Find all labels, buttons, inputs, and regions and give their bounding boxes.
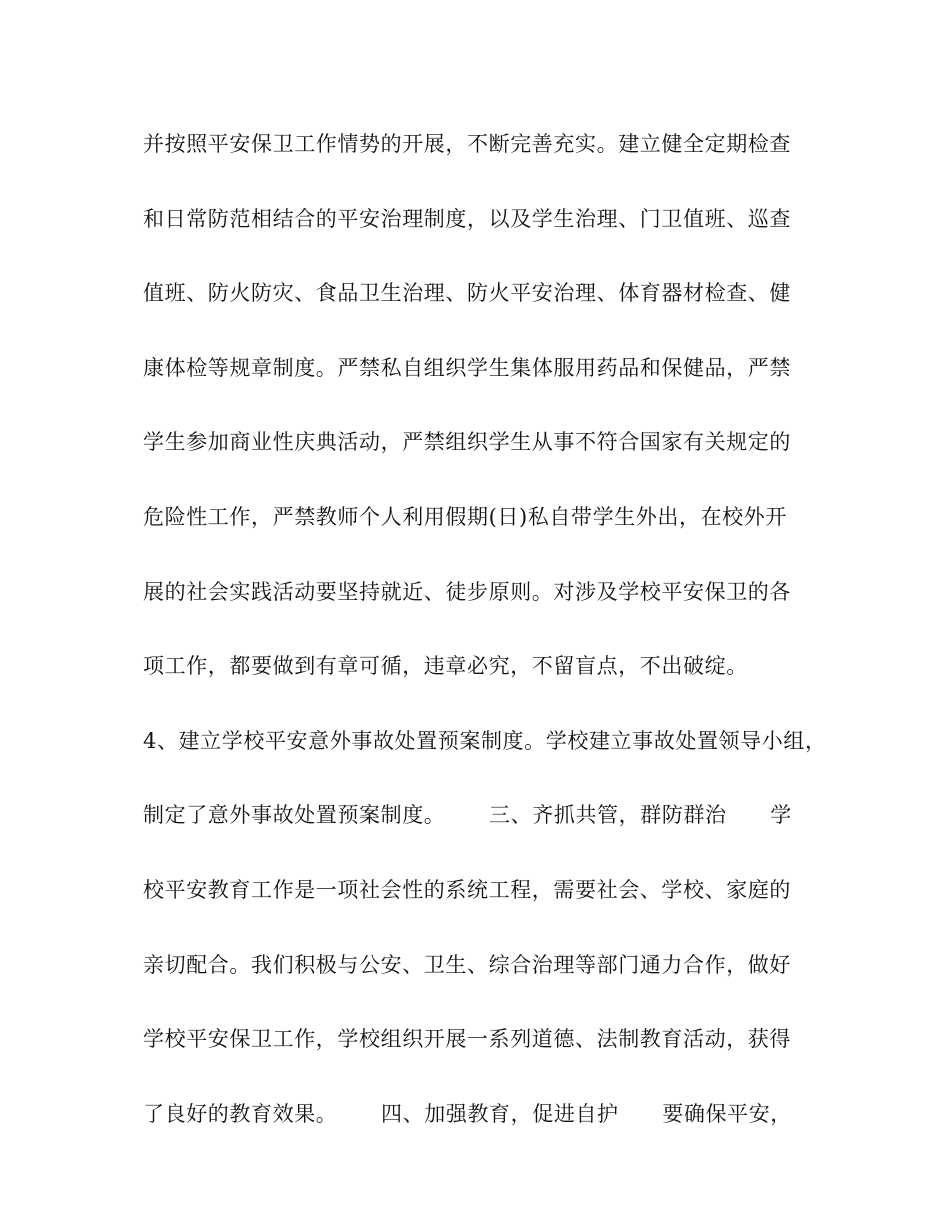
text-line: 亲切配合。我们积极与公安、卫生、综合治理等部门通力合作，做好: [143, 952, 791, 977]
text-line: 制定了意外事故处置预案制度。 三、齐抓共管，群防群治 学: [143, 803, 792, 828]
text-line: 康体检等规章制度。严禁私自组织学生集体服用药品和保健品，严禁: [143, 355, 791, 380]
text-line: 了良好的教育效果。 四、加强教育，促进自护 要确保平安，: [143, 1101, 792, 1126]
text-line: 危险性工作，严禁教师个人利用假期(日)私自带学生外出，在校外开: [143, 504, 787, 529]
document-body: [143, 124, 833, 1168]
text-line: 校平安教育工作是一项社会性的系统工程，需要社会、学校、家庭的: [143, 877, 791, 902]
text-line: 4、建立学校平安意外事故处置预案制度。学校建立事故处置领导小组，: [143, 728, 827, 753]
text-line: 和日常防范相结合的平安治理制度，以及学生治理、门卫值班、巡查: [143, 206, 791, 231]
text-line: 学校平安保卫工作，学校组织开展一系列道德、法制教育活动，获得: [143, 1027, 791, 1052]
text-line: 学生参加商业性庆典活动，严禁组织学生从事不符合国家有关规定的: [143, 430, 791, 455]
text-line: 展的社会实践活动要坚持就近、徒步原则。对涉及学校平安保卫的各: [143, 579, 791, 604]
text-line: 并按照平安保卫工作情势的开展，不断完善充实。建立健全定期检查: [143, 132, 791, 156]
text-line: 项工作，都要做到有章可循，违章必究，不留盲点，不出破绽。: [143, 654, 748, 679]
text-line: 值班、防火防灾、食品卫生治理、防火平安治理、体育器材检查、健: [143, 281, 791, 306]
